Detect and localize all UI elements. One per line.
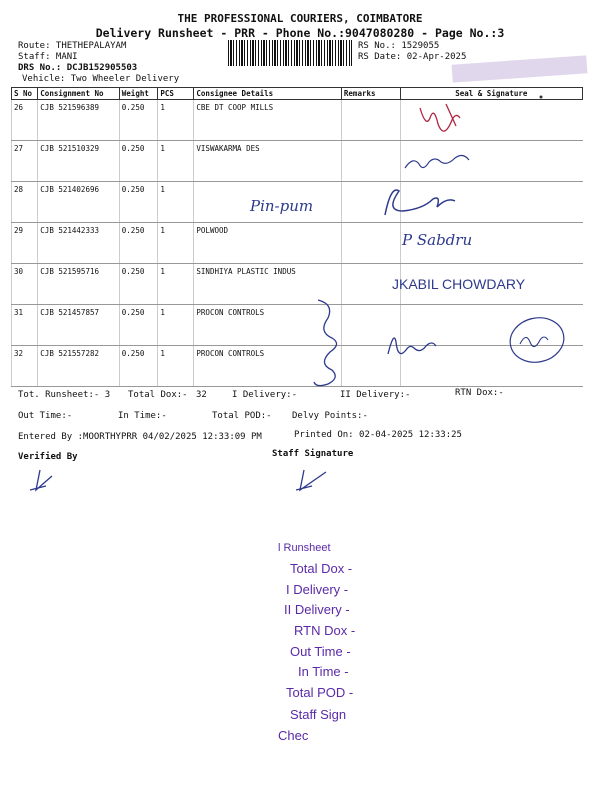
cell-pcs: 1: [158, 346, 194, 387]
signature-scribble: [385, 190, 455, 215]
signature-scribble: [420, 104, 460, 131]
cell-sno: 32: [12, 346, 38, 387]
stamp-line: Out Time -: [290, 644, 351, 659]
cell-sno: 27: [12, 141, 38, 182]
cell-weight: 0.250: [119, 305, 158, 346]
vehicle-label: Vehicle: Two Wheeler Delivery: [22, 74, 180, 84]
tot-runsheet: Tot. Runsheet:- 3: [18, 390, 111, 400]
column-header: PCS: [158, 88, 194, 100]
column-header: Weight: [119, 88, 158, 100]
stamp-line: I Delivery -: [286, 582, 349, 597]
cell-pcs: 1: [158, 141, 194, 182]
cell-weight: 0.250: [119, 223, 158, 264]
column-header: Consignment No: [38, 88, 119, 100]
column-header: S No: [12, 88, 38, 100]
stamp-line: Total POD -: [286, 685, 354, 700]
handwritten-signature-name: JKABIL CHOWDARY: [392, 276, 526, 292]
stamp-line: II Delivery -: [284, 602, 350, 617]
total-dox-label: Total Dox:-: [128, 390, 188, 400]
cell-pcs: 1: [158, 305, 194, 346]
stamp-line: Staff Sign: [290, 707, 347, 722]
cell-sno: 26: [12, 100, 38, 141]
cell-weight: 0.250: [119, 182, 158, 223]
stamp-line: l Runsheet: [278, 542, 331, 554]
cell-weight: 0.250: [119, 100, 158, 141]
cell-consignee: PROCON CONTROLS: [194, 305, 342, 346]
cell-consignment: CJB 521510329: [38, 141, 119, 182]
signature-circle: [506, 313, 568, 367]
cell-sno: 28: [12, 182, 38, 223]
cell-sno: 31: [12, 305, 38, 346]
rtn-dox-label: RTN Dox:-: [455, 388, 504, 398]
ink-dot: [540, 96, 543, 99]
staff-label: Staff: MANI: [18, 52, 78, 62]
rs-number: RS No.: 1529055: [358, 41, 440, 51]
cell-weight: 0.250: [119, 264, 158, 305]
cell-consignee: POLWOOD: [194, 223, 342, 264]
stamp-line: Total Dox -: [290, 561, 353, 576]
verified-by-signature: [30, 470, 52, 490]
rs-date: RS Date: 02-Apr-2025: [358, 52, 467, 62]
bracket-mark: [314, 300, 337, 386]
drs-number: DRS No.: DCJB152905503: [18, 63, 138, 73]
cell-weight: 0.250: [119, 141, 158, 182]
cell-sno: 30: [12, 264, 38, 305]
signature-scribble: [388, 338, 436, 354]
staff-signature-label: Staff Signature: [272, 449, 354, 459]
staff-signature-mark: [296, 470, 326, 490]
printed-on: Printed On: 02-04-2025 12:33:25: [294, 430, 462, 440]
verified-by-label: Verified By: [18, 452, 78, 462]
stamp-line: Chec: [278, 728, 309, 743]
cell-consignee: VISWAKARMA DES: [194, 141, 342, 182]
stamp-line: RTN Dox -: [294, 623, 356, 638]
delvy-points-label: Delvy Points:-: [292, 411, 368, 421]
cell-pcs: 1: [158, 100, 194, 141]
handwritten-signature-name: P Sabdru: [402, 231, 473, 249]
route-label: Route: THETHEPALAYAM: [18, 41, 127, 51]
i-delivery-label: I Delivery:-: [232, 390, 298, 400]
out-time-label: Out Time:-: [18, 411, 73, 421]
cell-consignment: CJB 521595716: [38, 264, 119, 305]
cell-pcs: 1: [158, 223, 194, 264]
column-header: Consignee Details: [194, 88, 342, 100]
stamp-line: In Time -: [298, 664, 349, 679]
cell-consignee: PROCON CONTROLS: [194, 346, 342, 387]
total-dox-value: 32: [196, 390, 207, 400]
cell-pcs: 1: [158, 182, 194, 223]
column-header: Seal & Signature: [400, 88, 582, 100]
ii-delivery-label: II Delivery:-: [340, 390, 411, 400]
cell-consignee: SINDHIYA PLASTIC INDUS: [194, 264, 342, 305]
cell-sno: 29: [12, 223, 38, 264]
signature-scribble: [405, 155, 469, 168]
cell-consignee: CBE DT COOP MILLS: [194, 100, 342, 141]
total-pod-label: Total POD:-: [212, 411, 272, 421]
column-header: Remarks: [341, 88, 400, 100]
entered-by: Entered By :MOORTHYPRR 04/02/2025 12:33:09 PM: [18, 432, 262, 442]
in-time-label: In Time:-: [118, 411, 167, 421]
cell-consignment: CJB 521596389: [38, 100, 119, 141]
signature-scribble: [520, 337, 548, 347]
company-title: THE PROFESSIONAL COURIERS, COIMBATORE: [177, 12, 423, 25]
handwritten-remark: Pin-pum: [250, 197, 314, 215]
cell-weight: 0.250: [119, 346, 158, 387]
runsheet-subtitle: Delivery Runsheet - PRR - Phone No.:9047080280 - Page No.:3: [95, 26, 505, 40]
cell-consignment: CJB 521557282: [38, 346, 119, 387]
cell-consignment: CJB 521457857: [38, 305, 119, 346]
cell-consignment: CJB 521442333: [38, 223, 119, 264]
cell-pcs: 1: [158, 264, 194, 305]
cell-consignment: CJB 521402696: [38, 182, 119, 223]
